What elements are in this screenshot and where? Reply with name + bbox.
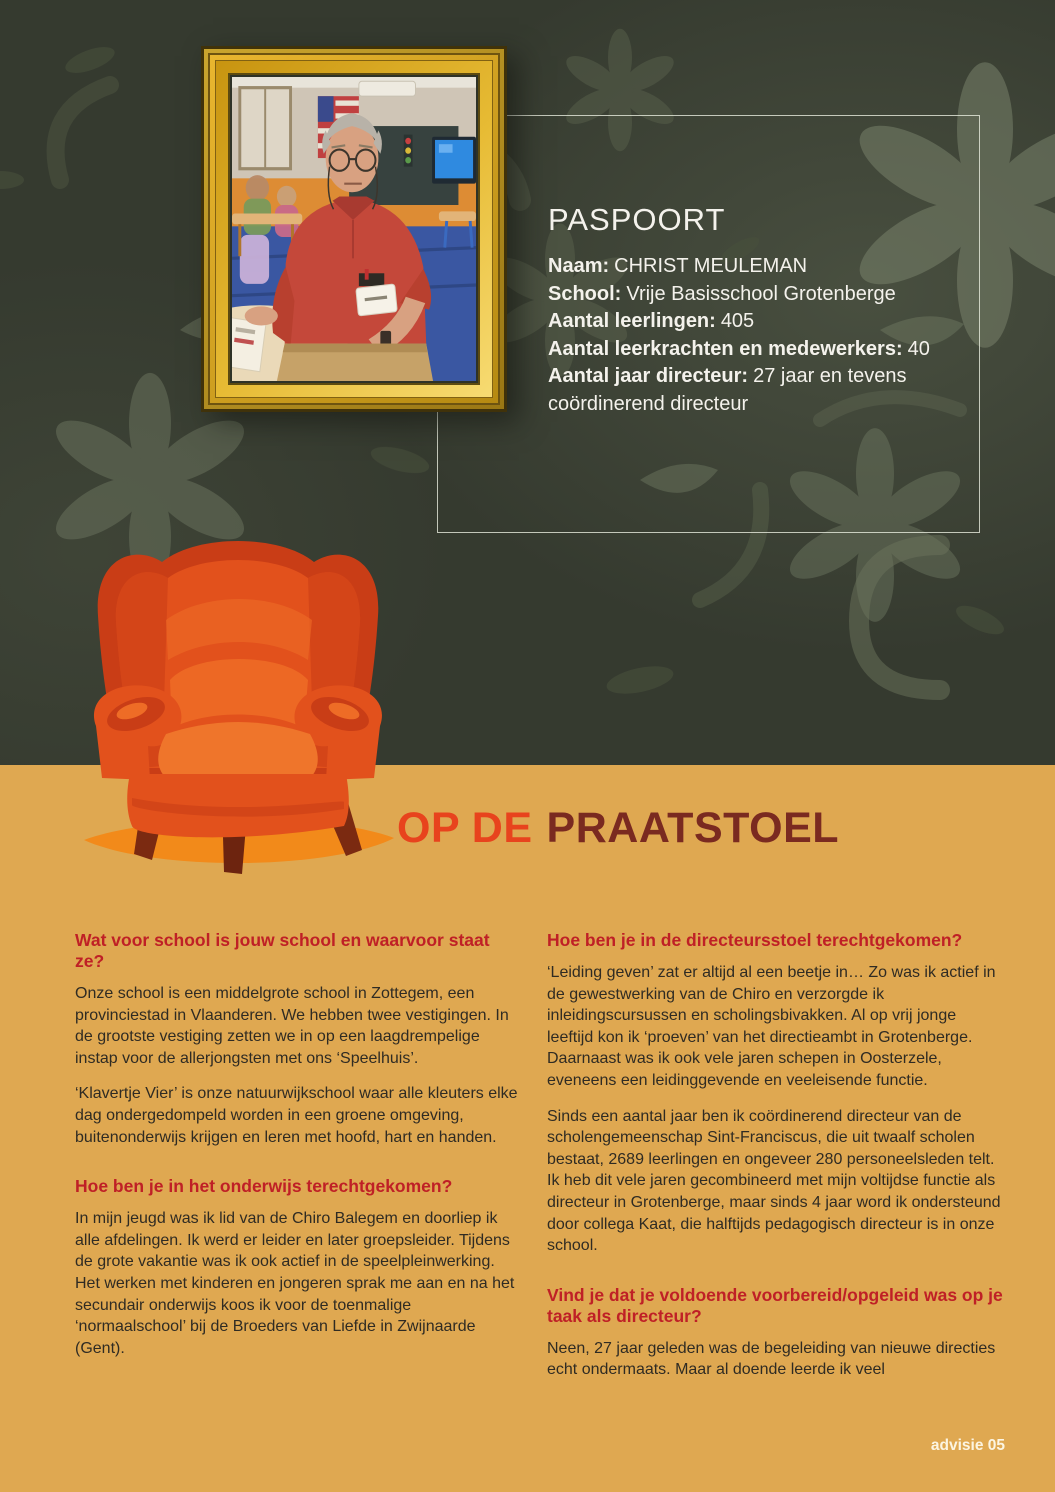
passport-field xyxy=(548,308,986,336)
field-value: 40 xyxy=(907,337,930,360)
frame-band xyxy=(215,60,493,398)
article-paragraph: In mijn jeugd was ik lid van de Chiro Balegem en doorliep ik alle afdelingen. Ik werd er leider en later groepsleider. Tijdens de grote vakantie was ik ook actief in de speelpleinwerking. Het werken met kinderen en jongeren sprak me aan en na het secundair onderwijs koos ik voor de toenmalige ‘normaalschool’ bij de Broeders van Liefde in Zwijnaarde (Gent). xyxy=(75,1210,515,1357)
frame-band xyxy=(228,73,480,385)
passport-field xyxy=(548,253,986,281)
article-paragraph: Onze school is een middelgrote school in Zottegem, een provinciestad in Vlaanderen. We hebben twee vestigingen. In de grootste vestiging zetten we in op een laagdrempelige instap voor de allerjongsten met ons ‘Speelhuis’. xyxy=(75,985,509,1067)
question-heading: Hoe ben je in de directeursstoel terechtgekomen? xyxy=(547,930,963,950)
question-heading: Wat voor school is jouw school en waarvoor staat ze? xyxy=(75,930,490,971)
framed-photo xyxy=(201,46,507,412)
page-number: advisie 05 xyxy=(930,1437,1005,1454)
title-part-2: PRAATSTOEL xyxy=(546,804,840,852)
portrait-photo xyxy=(232,77,476,381)
article-section xyxy=(547,930,1005,1257)
article-paragraph: Sinds een aantal jaar ben ik coördinerend directeur van de scholengemeenschap Sint-Franciscus, die uit twaalf scholen bestaat, 2689 leerlingen en ongeveer 280 personeelsleden telt. Ik heb dit vele jaren gecombineerd met mijn voltijdse functie als directeur in Grotenberge, maar sinds 4 jaar word ik ondersteund door collega Kaat, die halftijds pedagogisch directeur is in onze school. xyxy=(547,1107,1001,1255)
article-paragraph: ‘Leiding geven’ zat er altijd al een beetje in… Zo was ik actief in de gewestwerking van de Chiro en verzorgde ik inleidingscursussen en scholingsbivakken. Al op vrij jonge leeftijd kon ik ‘proeven’ van het directieambt in Grotenberge. Daarnaast was ik ook vele jaren schepen in Oosterzele, eveneens een leidinggevende en veeleisende functie. xyxy=(547,964,996,1089)
field-label: Aantal leerlingen: xyxy=(548,310,716,332)
passport-field xyxy=(548,363,986,418)
article-paragraph: Neen, 27 jaar geleden was de begeleiding van nieuwe directies echt ondermaats. Maar al doende leerde ik veel xyxy=(547,1339,996,1379)
article-paragraph: ‘Klavertje Vier’ is onze natuurwijkschool waar alle kleuters elke dag ondergedompeld worden in een groene omgeving, buitenonderwijs krijgen en leren met hoofd, hart en handen. xyxy=(75,1085,518,1146)
field-value: 405 xyxy=(720,310,755,332)
page-title xyxy=(397,804,839,853)
title-part-1: OP DE xyxy=(397,804,533,852)
article-section xyxy=(547,1285,1005,1381)
article-column-left xyxy=(75,930,522,1373)
passport-field xyxy=(548,336,986,364)
question-heading: Hoe ben je in het onderwijs terechtgekomen? xyxy=(75,1176,453,1197)
field-label: School: xyxy=(548,282,622,305)
field-value: 27 jaar en tevens coördinerend directeur xyxy=(548,365,907,415)
passport-content xyxy=(548,202,986,418)
field-label: Aantal leerkrachten en medewerkers: xyxy=(548,337,903,360)
field-value: CHRIST MEULEMAN xyxy=(614,255,808,277)
passport-panel xyxy=(437,115,980,533)
passport-title: PASPOORT xyxy=(548,202,726,237)
passport-fields xyxy=(548,253,986,418)
article-section xyxy=(75,930,522,1148)
field-label: Naam: xyxy=(548,255,610,277)
question-heading: Vind je dat je voldoende voorbereid/opgeleid was op je taak als directeur? xyxy=(547,1284,1003,1326)
article-column-right xyxy=(547,930,1005,1395)
field-label: Aantal jaar directeur: xyxy=(548,365,749,387)
frame-band xyxy=(208,53,500,405)
article-section xyxy=(75,1176,522,1359)
field-value: Vrije Basisschool Grotenberge xyxy=(626,282,896,305)
passport-field xyxy=(548,281,986,309)
armchair-illustration xyxy=(70,528,406,874)
